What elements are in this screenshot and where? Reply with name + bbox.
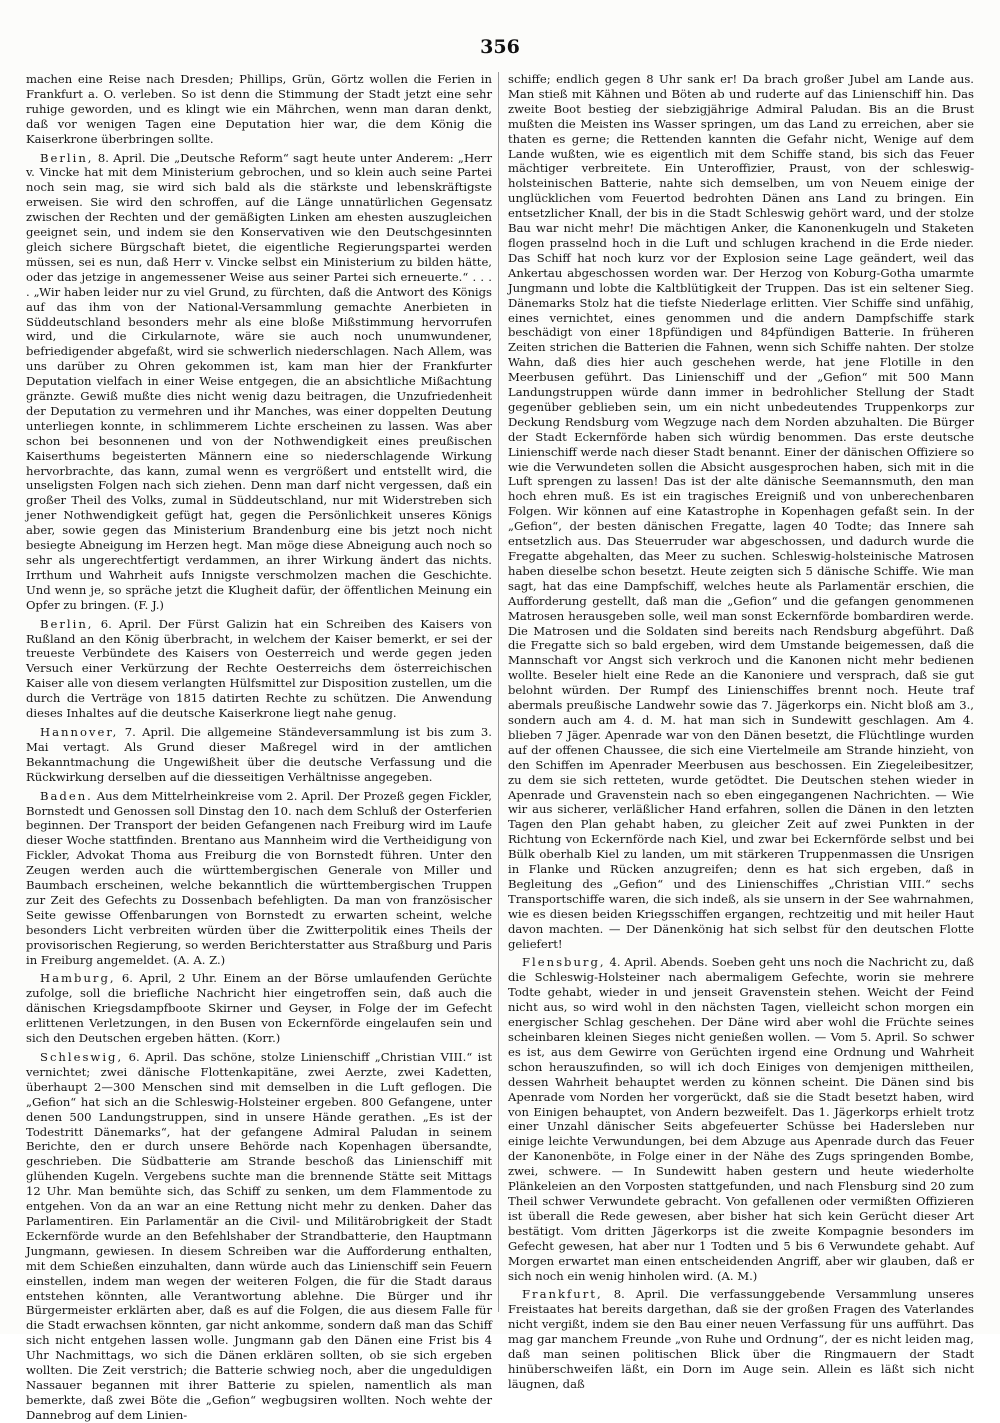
article-paragraph: Hamburg, 6. April, 2 Uhr. Einem an der Börse umlaufenden Gerüchte zufolge, soll die briefliche Nachricht hier eingetroffen sein, daß auch die dänischen Kriegsdampfboote Skirner und Geyser, in Folge der im Gefecht erlittenen Verletzungen, in den Busen von Eckernförde eingelaufen sein und sich den Deutschen ergeben hätten. (Korr.) xyxy=(26,971,493,1046)
article-paragraph: Hannover, 7. April. Die allgemeine Ständeversammlung ist bis zum 3. Mai vertagt. Als Grund dieser Maßregel wird in der amtlichen Bekanntmachung die Ungewißheit über die deutsche Verfassung und die Rückwirkung derselben auf die diesseitigen Verhältnisse angegeben. xyxy=(26,724,492,784)
dateline-place: Berlin, xyxy=(40,616,94,631)
article-paragraph: schiffe; endlich gegen 8 Uhr sank er! Da brach großer Jubel am Lande aus. Man stieß mit Kähnen und Böten ab und ruderte auf das Linienschiff hin. Das zweite Boot bestieg der siebzigjährige Admiral Paludan. Bis an die Brust mußten die Meisten ins Wasser springen, um das Land zu erreichen, aber sie thaten es gerne; die Rettenden kannten die Gefahr nicht, Wenige auf dem Lande wußten, wie es eigentlich mit dem Schiffe stand, bis sich das Feuer mächtiger verbreitete. Ein Unteroffizier, Praust, von der schleswig-holsteinischen Batterie, nahte sich demselben, um von Neuem einige der unglücklichen vom Feuertod bedrohten Dänen ans Land zu bringen. Ein entsetzlicher Knall, der bis in die Stadt Schleswig gehört ward, und der stolze Bau war nicht mehr! Die mächtigen Anker, die Kanonenkugeln und Staketen flogen prasselnd hoch in die Luft und schlugen krachend in die Erde nieder. Das Schiff hat noch kurz vor der Explosion seine Lage geändert, weil das Ankertau abgeschossen worden war. Der Herzog von Koburg-Gotha umarmte Jungmann und lobte die Kaltblütigkeit der Truppen. Das ist ein seltener Sieg. Dänemarks Stolz hat die tiefste Niederlage erlitten. Vier Schiffe sind unfähig, eines vernichtet, eines genommen und die andern Dampfschiffe stark beschädigt von einer 18pfündigen und 84pfündigen Batterie. In früheren Zeiten strichen die Batterien die Fahnen, wenn sich Schiffe nahten. Der stolze Wahn, daß dies hier auch geschehen werde, hat jene Flotille in den Meerbusen geführt. Das Linienschiff und der „Gefion“ mit 500 Mann Landungstruppen würde dann immer in bedrohlicher Stellung der Stadt gegenüber geblieben sein, um ein nicht unbedeutendes Truppenkorps zur Deckung Rendsburg vom Wegzuge nach dem Norden abzuhalten. Die Bürger der Stadt Eckernförde haben sich würdig benommen. Das erste deutsche Linienschiff werde nach dieser Stadt benannt. Einer der dänischen Offiziere so wie die Verwundeten sollen die Absicht ausgesprochen haben, sich mit in die Luft sprengen zu lassen! Das ist der alte dänische Seemannsmuth, den man hoch ehren muß. Es ist ein tragisches Ereigniß und von unberechenbaren Folgen. Wir können auf eine Katastrophe in Kopenhagen gefaßt sein. In der „Gefion“, der besten dänischen Fregatte, lagen 40 Todte; das Innere sah entsetzlich aus. Das Steuerruder war abgeschossen, und dadurch wurde die Fregatte abgehalten, das Meer zu suchen. Schleswig-holsteinische Matrosen haben dieselbe schon besetzt. Heute zeigten sich 5 dänische Schiffe. Wie man sagt, hat das eine Dampfschiff, welches heute als Parlamentär erschien, die Aufforderung gestellt, daß man die „Gefion“ und die gefangen genommenen Matrosen herausgeben solle, weil man sonst Eckernförde bombardiren werde. Die Matrosen und die Soldaten sind bereits nach Rendsburg abgeführt. Daß die Fregatte sich so bald ergeben, wird dem Umstande beigemessen, daß die Mannschaft vor Angst sich verkroch und die Kanonen nicht mehr bedienen wollte. Beseler hielt eine Rede an die Kanoniere und versprach, daß sie gut belohnt würden. Der Rumpf des Linienschiffes brennt noch. Heute traf abermals preußische Landwehr sowie das 7. Jägerkorps ein. Nicht bloß am 3., sondern auch am 4. d. M. hat man sich in Sundewitt geschlagen. Am 4. blieben 7 Jäger. Apenrade war von den Dänen besetzt, die Flüchtlinge wurden auf der offenen Chaussee, die sich eine Viertelmeile am Strande hinzieht, von den Schiffen im Apenrader Meerbusen aus beschossen. Ein Ziegeleibesitzer, zu dem sie sich retteten, wurde getödtet. Die Deutschen stehen wieder in Apenrade und Gravenstein nach so eben eingegangenen Nachrichten. — Wie wir aus sicherer, verläßlicher Hand erfahren, sollen die Dänen in den letzten Tagen den Plan gehabt haben, zu gleicher Zeit auf zwei Punkten in der Richtung von Eckernförde nach Kiel, und zwar bei Eckernförde selbst und bei Bülk oberhalb Kiel zu landen, um mit stärkeren Truppenmassen die Unsrigen in Flanke und Rücken anzugreifen; denn es hat sich ergeben, daß in Begleitung des „Gefion“ und des Linienschiffes „Christian VIII.“ sechs Transportschiffe waren, die sich indeß, als sie unsern in der See wahrnahmen, wie es diesen beiden Kriegsschiffen ergangen, rechtzeitig und mit heiler Haut davon machten. — Der Dänenkönig hat sich selbst für den deutschen Flotte geliefert! xyxy=(508,72,974,951)
left-column xyxy=(26,72,493,1422)
dateline-place: Hannover, xyxy=(40,724,119,739)
dateline-place: Frankfurt, xyxy=(522,1287,603,1302)
column-divider xyxy=(498,72,499,1312)
article-paragraph: Flensburg, 4. April. Abends. Soeben geht uns noch die Nachricht zu, daß die Schleswig-Holsteiner nach abermaligem Gefechte, worin sie mehrere Todte gehabt, wieder in und jenseit Gravenstein stehen. Weicht der Feind nicht aus, so wird wohl in den nächsten Tagen, vielleicht schon morgen ein energischer Schlag geschehen. Der Däne wird aber wohl die Früchte seines scheinbaren kleinen Sieges nicht genießen wollen. — Vom 5. April. So schwer es ist, aus dem Gewirre von Gerüchten irgend eine Ordnung und Wahrheit schon herauszufinden, so will ich doch Einiges von demjenigen mittheilen, dessen Wahrheit behauptet werden zu können scheint. Die Dänen sind bis Apenrade vom Norden her vorgerückt, daß sie die Stadt besetzt haben, wird von Einigen behauptet, von Andern bezweifelt. Das 1. Jägerkorps erhielt trotz einer Unzahl dänischer Seits abgefeuerter Schüsse bei Hadersleben nur einige leichte Verwundungen, bei dem Abzuge aus Apenrade durch das Feuer der Kanonenböte, in Folge einer in der Nähe des Zugs springenden Bombe, zwei, schwere. — In Sundewitt haben gestern und heute wiederholte Plänkeleien an den Vorposten stattgefunden, und nach Flensburg sind 20 zum Theil schwer Verwundete gebracht. Von gefallenen oder vermißten Offizieren ist überall die Rede gewesen, aber bisher hat sich kein Gerücht dieser Art bestätigt. Vom dritten Jägerkorps ist die zweite Kompagnie besonders im Gefecht gewesen, hat aber nur 1 Todten und 5 bis 6 Verwundete gehabt. Auf Morgen erwartet man einen entscheidenden Angriff, aber wir glauben, daß er sich noch ein wenig hinholen wird. (A. M.) xyxy=(508,955,975,1283)
dateline-place: Hamburg, xyxy=(40,971,116,986)
dateline-place: Berlin, xyxy=(40,150,94,165)
article-paragraph: Berlin, 6. April. Der Fürst Galizin hat ein Schreiben des Kaisers von Rußland an den König überbracht, in welchem der Kaiser bemerkt, er sei der treueste Verbündete des Kaisers von Oesterreich und werde gegen jeden Versuch einer Verkürzung der Rechte Oesterreichs dem österreichischen Kaiser alle von diesem verlangten Hülfsmittel zur Disposition zustellen, um die durch die Verträge von 1815 datirten Rechte zu schützen. Die Anwendung dieses Inhaltes auf die deutsche Kaiserkrone liegt nahe genug. xyxy=(26,616,492,721)
page-number: 356 xyxy=(480,36,520,58)
article-paragraph: machen eine Reise nach Dresden; Phillips, Grün, Görtz wollen die Ferien in Frankfurt a. O. verleben. So ist denn die Stimmung der Stadt jetzt eine sehr ruhige geworden, und es klingt wie ein Mährchen, wenn man daran denkt, daß vor wenigen Tagen eine Deputation hier war, die dem König die Kaiserkrone überbringen sollte. xyxy=(26,72,492,146)
article-paragraph: Frankfurt, 8. April. Die verfassunggebende Versammlung unseres Freistaates hat bereits dargethan, daß sie der großen Fragen des Vaterlandes nicht vergißt, indem sie den Bau einer neuen Verfassung für uns aufführt. Das mag gar manchem Freunde „von Ruhe und Ordnung“, der es nicht leiden mag, daß man seinen politischen Blick über die Ringmauern der Stadt hinüberschweifen läßt, ein Dorn im Auge sein. Allein es läßt sich nicht läugnen, daß xyxy=(508,1287,974,1391)
article-paragraph: Baden. Aus dem Mittelrheinkreise vom 2. April. Der Prozeß gegen Fickler, Bornstedt und Genossen soll Dinstag den 10. nach dem Schluß der Osterferien beginnen. Der Transport der beiden Gefangenen nach Freiburg wird im Laufe dieser Woche stattfinden. Brentano aus Mannheim wird die Vertheidigung von Fickler, Advokat Thoma aus Freiburg die von Bornstedt führen. Unter den Zeugen werden auch die württembergischen Generale von Miller und Baumbach erscheinen, welche bekanntlich die württembergischen Truppen zur Zeit des Gefechts zu Dossenbach befehligten. Da man von französischer Seite gewisse Offenbarungen von Bornstedt zu erwarten scheint, welche besonders Licht verbreiten würden über die Zwitterpolitik eines Theils der provisorischen Regierung, so werden Berichterstatter aus Straßburg und Paris in Freiburg angemeldet. (A. A. Z.) xyxy=(26,788,492,967)
right-column xyxy=(508,72,975,1391)
dateline-place: Baden. xyxy=(40,788,93,803)
article-paragraph: Berlin, 8. April. Die „Deutsche Reform“ sagt heute unter Anderem: „Herr v. Vincke hat mit dem Ministerium gebrochen, und so klein auch seine Partei noch sein mag, sie wird sich bald als die stärkste und lebenskräftigste erweisen. Sie wird den schroffen, auf die Länge unnatürlichen Gegensatz zwischen der Rechten und der gemäßigten Linken am ehesten auszugleichen geeignet sein, und indem sie den Konservativen wie den Deutschgesinnten gleich sichere Bürgschaft bietet, die eigentliche Regierungspartei werden müssen, sei es nun, daß Herr v. Vincke selbst ein Ministerium zu bilden hätte, oder das jetzige in angemessener Weise aus seiner Partei sich erneuerte.“ . . . . „Wir haben leider nur zu viel Grund, zu fürchten, daß die Antwort des Königs auf das ihm von der National-Versammlung gemachte Anerbieten in Süddeutschland besonders mehr als eine bloße Mißstimmung hervorrufen wird, und die Cirkularnote, wäre sie auch noch unumwundener, befriedigender abgefaßt, wird sie schwerlich niederschlagen. Nach Allem, was uns darüber zu Ohren gekommen ist, kam man hier der Frankfurter Deputation vielfach in einer Weise entgegen, die an absichtliche Mißachtung gränzte. Gewiß mußte dies nicht wenig dazu beitragen, die Unzufriedenheit der Deputation zu vermehren und ihr Manches, was einer doppelten Deutung unterliegen konnte, in schlimmerem Lichte erscheinen zu lassen. Was aber schon bei besonnenen und von der Nothwendigkeit eines preußischen Kaiserthums begeisterten Männern eine so niederschlagende Wirkung hervorbrachte, das kann, zumal wenn es vergrößert und entstellt wird, die unseligsten Folgen nach sich ziehen. Denn man darf nicht vergessen, daß ein großer Theil des Volks, zumal in Süddeutschland, nur mit Widerstreben sich jener Nothwendigkeit gefügt hat, gegen die Persönlichkeit unseres Königs aber, sowie gegen das Ministerium Brandenburg eine bis jetzt noch nicht besiegte Abneigung im Herzen hegt. Man möge diese Abneigung auch noch so sehr als ungerechtfertigt verdammen, an ihrer Wirkung ändert das nichts. Irrthum und Wahrheit aufs Innigste verschmolzen machen die Geschichte. Und wenn je, so spräche jetzt die Klugheit dafür, der öffentlichen Meinung ein Opfer zu bringen. (F. J.) xyxy=(26,150,492,612)
dateline-place: Flensburg, xyxy=(522,955,606,970)
article-paragraph: Schleswig, 6. April. Das schöne, stolze Linienschiff „Christian VIII.“ ist vernichtet; zwei dänische Flottenkapitäne, zwei Aerzte, zwei Kadetten, überhaupt 2—300 Menschen sind mit demselben in die Luft geflogen. Die „Gefion“ hat sich an die Schleswig-Holsteiner ergeben. 800 Gefangene, unter denen 500 Landungstruppen, sind in unsere Hände gerathen. „Es ist der Todestritt Dänemarks“, hat der gefangene Admiral Paludan in seinem Berichte, den er durch unsere Behörde nach Kopenhagen übersandte, geschrieben. Die Südbatterie am Strande beschoß das Linienschiff mit glühenden Kugeln. Vergebens suchte man die brennende Stätte seit Mittags 12 Uhr. Man bemühte sich, das Schiff zu senken, um dem Flammentode zu entgehen. Von da an war an eine Rettung nicht mehr zu denken. Daher das Parlamentiren. Ein Parlamentär an die Civil- und Militärobrigkeit der Stadt Eckernförde wurde an den Befehlshaber der Strandbatterie, den Hauptmann Jungmann, gewiesen. In diesem Schreiben war die Aufforderung enthalten, mit dem Schießen einzuhalten, dann würde auch das Linienschiff sein Feuern einstellen, indem man wegen der weiteren Folgen, die für die Stadt daraus entstehen könnten, alle Verantwortung ablehne. Die Bürger und ihr Bürgermeister erklärten aber, daß es auf die Folgen, die aus diesem Falle für die Stadt erwachsen könnten, gar nicht ankomme, sondern daß man das Schiff sich nicht entgehen lassen wolle. Jungmann gab den Dänen eine Frist bis 4 Uhr Nachmittags, wo sich die Dänen erklären sollten, ob sie sich ergeben wollten. Die Zeit verstrich; die Batterie schwieg noch, aber die ungeduldigen Nassauer begannen mit ihrer Batterie zu spielen, namentlich als man bemerkte, daß zwei Böte die „Gefion“ wegbugsiren wollten. Noch wehte der Dannebrog auf dem Linien- xyxy=(26,1050,492,1422)
dateline-place: Schleswig, xyxy=(40,1050,124,1064)
